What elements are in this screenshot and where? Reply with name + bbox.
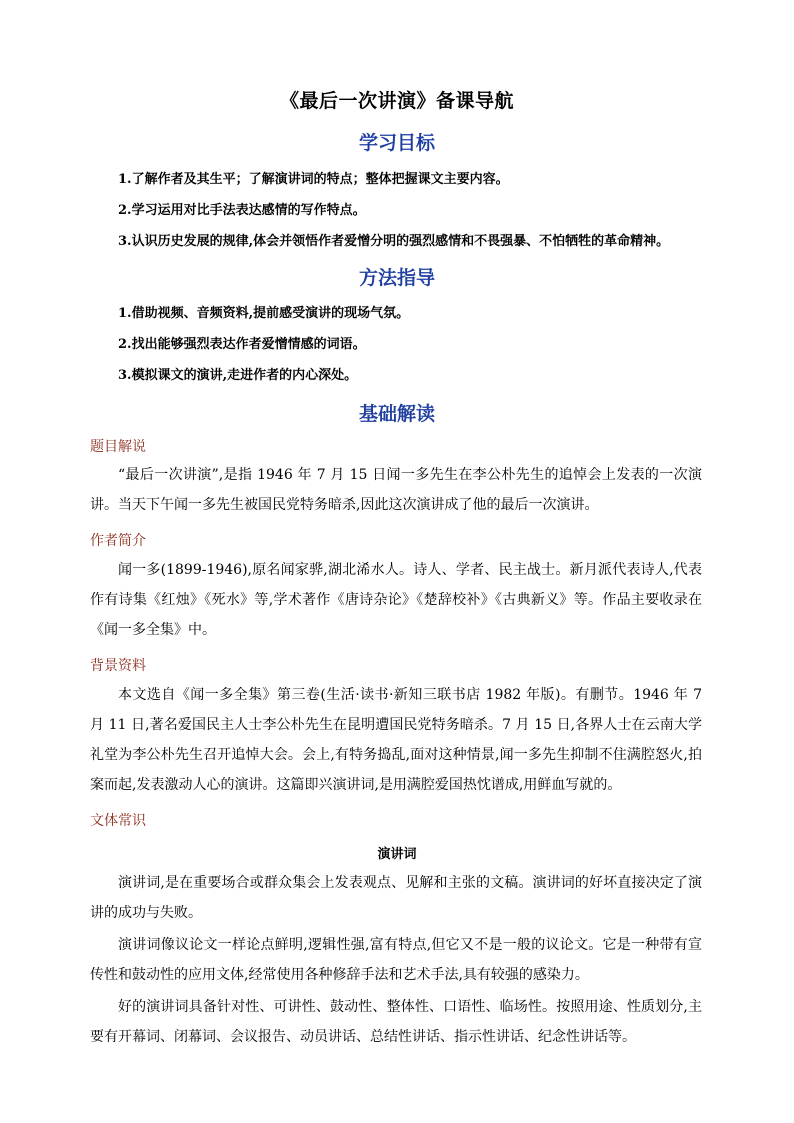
method-item-3: 3.模拟课文的演讲,走进作者的内心深处。 [118, 368, 358, 383]
subheading-author: 作者简介 [90, 533, 146, 549]
paragraph-title-explain: “最后一次讲演”,是指 1946 年 7 月 15 日闻一多先生在李公朴先生的追悼会上发表的一次演讲。当天下午闻一多先生被国民党特务暗杀,因此这次演讲成了他的最后一次演讲。 [90, 467, 702, 513]
paragraph-genre-1: 演讲词,是在重要场合或群众集会上发表观点、见解和主张的文稿。演讲词的好坏直接决定了演讲的成功与失败。 [90, 875, 702, 921]
genre-center-label: 演讲词 [377, 847, 417, 862]
section-heading-goals: 学习目标 [358, 132, 435, 154]
section-heading-reading: 基础解读 [358, 403, 435, 425]
subheading-genre: 文体常识 [90, 813, 146, 829]
goal-item-1: 1.了解作者及其生平；了解演讲词的特点；整体把握课文主要内容。 [118, 172, 509, 187]
subheading-title-explain: 题目解说 [90, 439, 146, 455]
paragraph-author: 闻一多(1899-1946),原名闻家骅,湖北浠水人。诗人、学者、民主战士。新月派代表诗人,代表作有诗集《红烛》《死水》等,学术著作《唐诗杂论》《楚辞校补》《古典新义》等。作品主要收录在《闻一多全集》中。 [90, 562, 702, 638]
paragraph-background: 本文选自《闻一多全集》第三卷(生活·读书·新知三联书店 1982 年版)。有删节。1946 年 7 月 11 日,著名爱国民主人士李公朴先生在昆明遭国民党特务暗杀。7 月 15 日,各界人士在云南大学礼堂为李公朴先生召开追悼大会。会上,有特务捣乱,面对这种情景,闻一多先生抑制不住满腔怒火,拍案而起,发表激动人心的演讲。这篇即兴演讲词,是用满腔爱国热忱谱成,用鲜血写就的。 [90, 687, 702, 793]
goal-item-2: 2.学习运用对比手法表达感情的写作特点。 [118, 203, 366, 218]
paragraph-genre-2: 演讲词像议论文一样论点鲜明,逻辑性强,富有特点,但它又不是一般的议论文。它是一种带有宣传性和鼓动性的应用文体,经常使用各种修辞手法和艺术手法,具有较强的感染力。 [90, 937, 702, 983]
document-title: 《最后一次讲演》备课导航 [279, 90, 514, 112]
subheading-background: 背景资料 [90, 658, 146, 674]
goal-item-3: 3.认识历史发展的规律,体会并领悟作者爱憎分明的强烈感情和不畏强暴、不怕牺牲的革命精神。 [118, 234, 670, 249]
section-heading-method: 方法指导 [358, 267, 435, 289]
method-item-2: 2.找出能够强烈表达作者爱憎情感的词语。 [118, 337, 366, 352]
paragraph-genre-3: 好的演讲词具备针对性、可讲性、鼓动性、整体性、口语性、临场性。按照用途、性质划分,主要有开幕词、闭幕词、会议报告、动员讲话、总结性讲话、指示性讲话、纪念性讲话等。 [90, 999, 702, 1045]
method-item-1: 1.借助视频、音频资料,提前感受演讲的现场气氛。 [118, 306, 410, 321]
